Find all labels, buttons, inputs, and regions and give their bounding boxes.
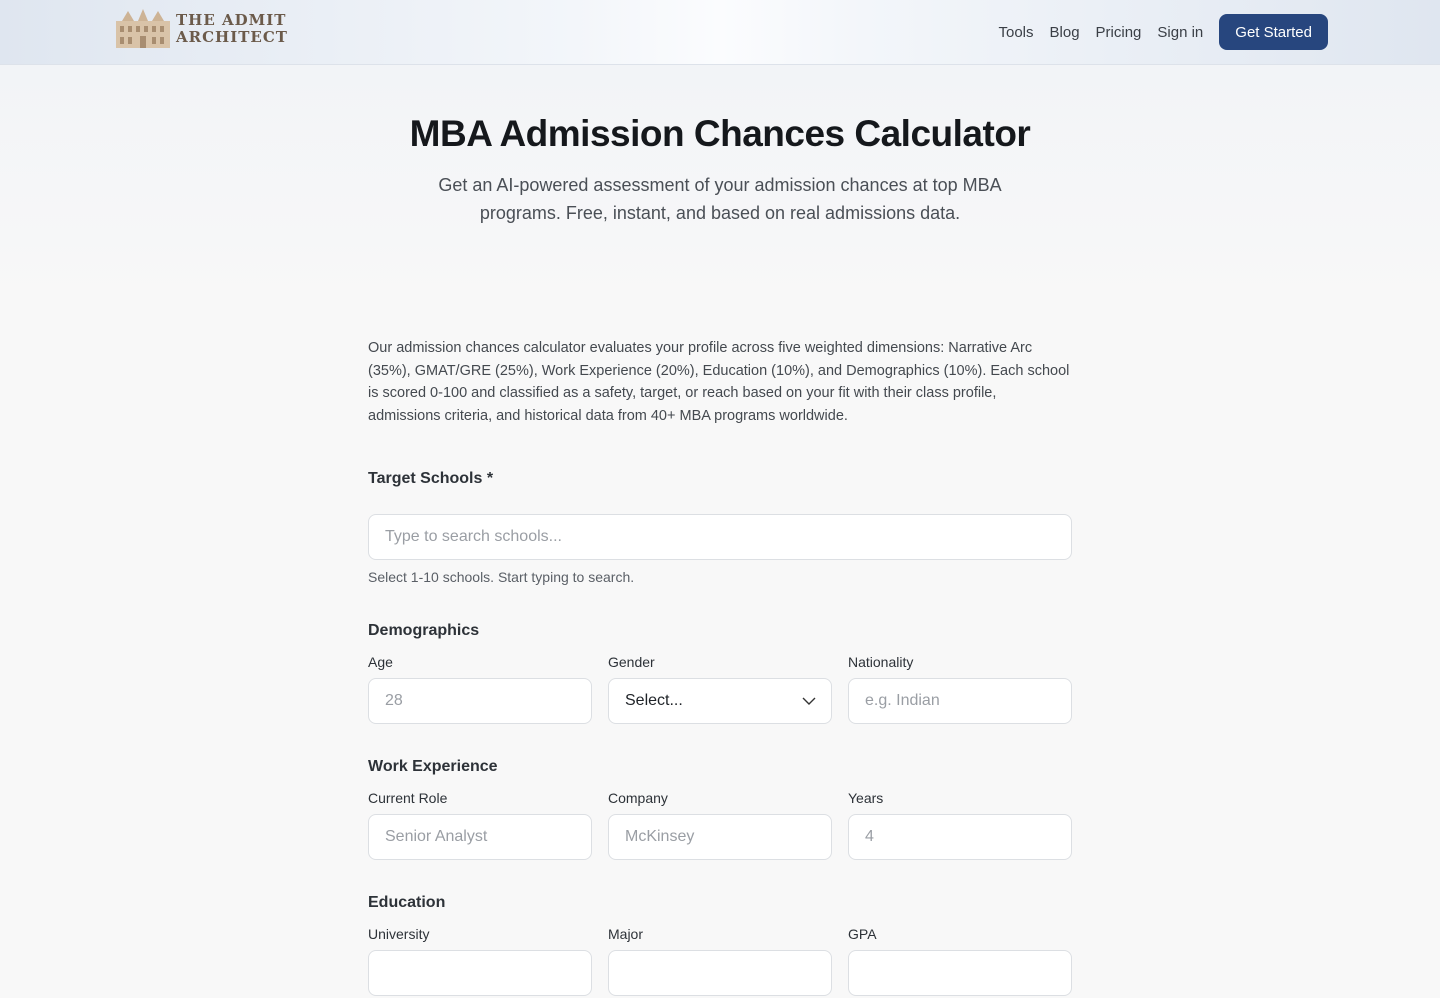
- school-search-input[interactable]: Type to search schools...: [368, 514, 1072, 560]
- nav-sign-in[interactable]: Sign in: [1157, 23, 1204, 41]
- school-search-hint: Select 1-10 schools. Start typing to search.: [368, 568, 635, 585]
- gender-select[interactable]: [608, 678, 832, 724]
- top-nav: [0, 0, 1440, 65]
- nationality-label: Nationality: [848, 653, 914, 670]
- chevron-down-icon: [801, 693, 817, 709]
- page-subtitle: Get an AI-powered assessment of your admission chances at top MBA programs. Free, instant, and based on real admissions data.: [438, 175, 1002, 223]
- nationality-input[interactable]: e.g. Indian: [848, 678, 1072, 724]
- nav-blog[interactable]: Blog: [1049, 23, 1080, 41]
- building-logo-icon: [114, 9, 172, 49]
- page-title: MBA Admission Chances Calculator: [409, 113, 1031, 154]
- major-input[interactable]: [608, 950, 832, 996]
- company-label: Company: [608, 789, 668, 806]
- work-experience-heading: Work Experience: [368, 757, 498, 775]
- brand-logo[interactable]: [114, 9, 288, 49]
- years-label: Years: [848, 789, 884, 806]
- gender-value: Select...: [625, 691, 683, 709]
- major-label: Major: [608, 925, 644, 942]
- gpa-input[interactable]: [848, 950, 1072, 996]
- target-schools-label: Target Schools *: [368, 469, 494, 487]
- age-input[interactable]: 28: [368, 678, 592, 724]
- nav-tools[interactable]: Tools: [998, 23, 1034, 41]
- gender-label: Gender: [608, 653, 655, 670]
- years-input[interactable]: 4: [848, 814, 1072, 860]
- role-input[interactable]: Senior Analyst: [368, 814, 592, 860]
- university-label: University: [368, 925, 430, 942]
- calculator-description: Our admission chances calculator evaluates your profile across five weighted dimensions: Narrative Arc (35%), GMAT/GRE (25%), Work Experience (20%), Education (10%), and Demographics (10%). Each school is scored 0-100 and classified as a safety, target, or reach based on your fit with their class profile, admissions criteria, and historical data from 40+ MBA programs worldwide.: [368, 340, 1070, 425]
- company-input[interactable]: McKinsey: [608, 814, 832, 860]
- nav-pricing[interactable]: Pricing: [1095, 23, 1142, 41]
- education-heading: Education: [368, 893, 446, 911]
- brand-line-1: THE ADMIT: [176, 11, 287, 29]
- age-label: Age: [368, 653, 393, 670]
- university-input[interactable]: [368, 950, 592, 996]
- get-started-button[interactable]: Get Started: [1219, 14, 1328, 50]
- brand-line-2: ARCHITECT: [176, 28, 288, 46]
- role-label: Current Role: [368, 789, 448, 806]
- gpa-label: GPA: [848, 925, 877, 942]
- demographics-heading: Demographics: [368, 621, 480, 639]
